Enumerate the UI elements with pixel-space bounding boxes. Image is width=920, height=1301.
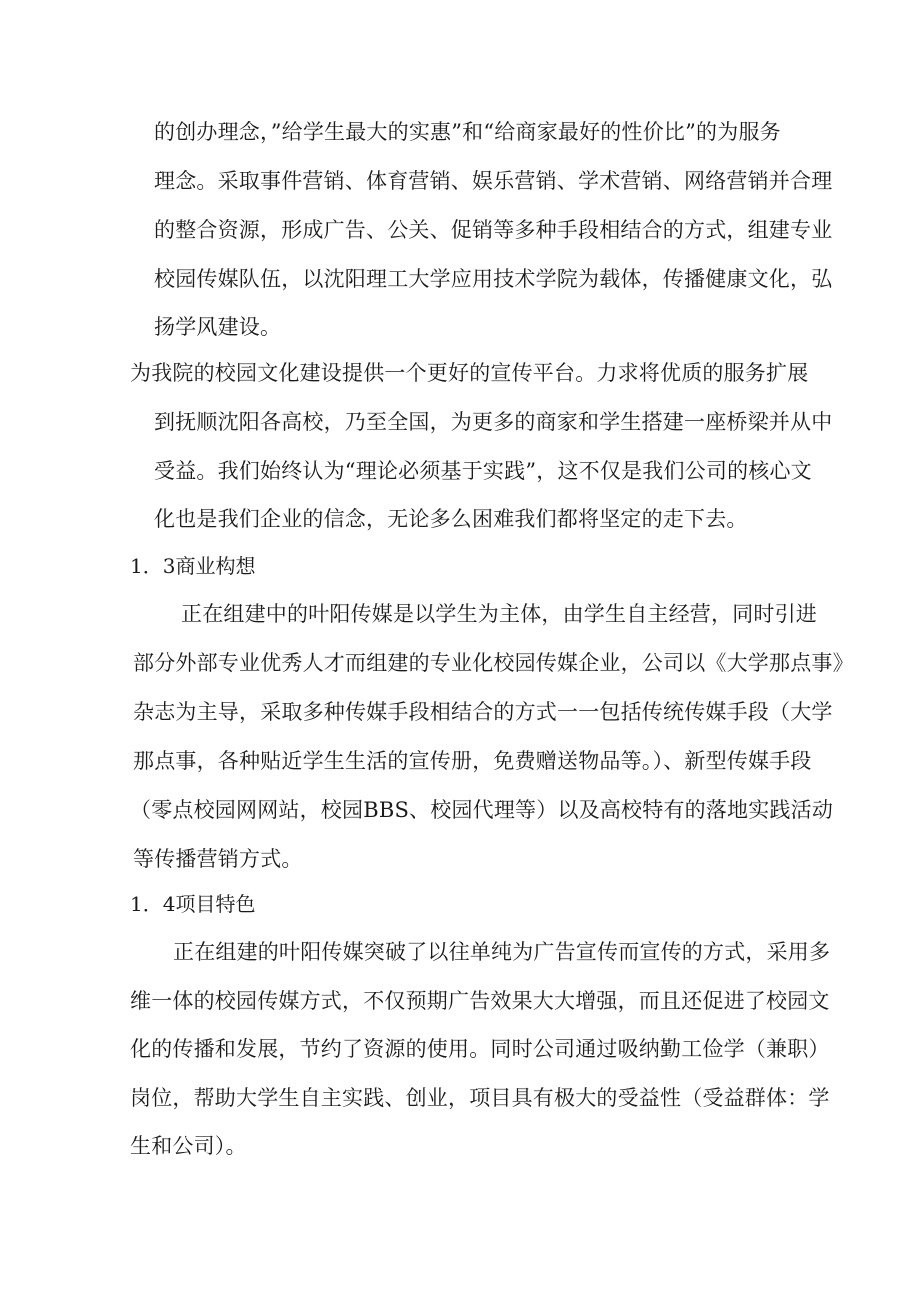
- section-1-3-heading: 1．3商业构想: [130, 554, 256, 578]
- paragraph-1-line-3: 的整合资源，形成广告、公关、促销等多种手段相结合的方式，组建专业: [154, 218, 833, 242]
- section-1-3-line-5: （零点校园网网站，校园BBS、校园代理等）以及高校特有的落地实践活动: [130, 798, 834, 822]
- section-1-3-line-4: 那点事，各种贴近学生生活的宣传册，免费赠送物品等。）、新型传媒手段: [133, 749, 812, 773]
- paragraph-1-line-5: 扬学风建设。: [154, 315, 282, 339]
- section-1-4-line-4: 岗位，帮助大学生自主实践、创业，项目具有极大的受益性（受益群体：学: [130, 1086, 830, 1110]
- paragraph-2-line-4: 化也是我们企业的信念，无论多么困难我们都将坚定的走下去。: [154, 507, 748, 531]
- section-1-3-line-1: 正在组建中的叶阳传媒是以学生为主体，由学生自主经营，同时引进: [181, 602, 817, 626]
- paragraph-1-line-4: 校园传媒队伍，以沈阳理工大学应用技术学院为载体，传播健康文化，弘: [154, 267, 833, 291]
- paragraph-1-line-1: 的创办理念，”给学生最大的实惠”和“给商家最好的性价比”的为服务: [154, 120, 781, 144]
- section-1-4-line-2: 维一体的校园传媒方式，不仅预期广告效果大大增强，而且还促进了校园文: [130, 989, 830, 1013]
- section-1-3-line-3: 杂志为主导，采取多种传媒手段相结合的方式一一包括传统传媒手段（大学: [133, 700, 833, 724]
- paragraph-2-line-3: 受益。我们始终认为“理论必须基于实践”，这不仅是我们公司的核心文: [154, 459, 812, 483]
- section-1-3-line-2: 部分外部专业优秀人才而组建的专业化校园传媒企业，公司以《大学那点事》: [133, 651, 854, 675]
- section-1-3-line-6: 等传播营销方式。: [133, 847, 303, 871]
- section-1-4-line-3: 化的传播和发展，节约了资源的使用。同时公司通过吸纳勤工俭学（兼职）: [130, 1037, 830, 1061]
- paragraph-2-line-1: 为我院的校园文化建设提供一个更好的宣传平台。力求将优质的服务扩展: [130, 361, 809, 385]
- section-1-4-line-1: 正在组建的叶阳传媒突破了以往单纯为广告宣传而宣传的方式，采用多: [173, 940, 831, 964]
- paragraph-2-line-2: 到抚顺沈阳各高校，乃至全国，为更多的商家和学生搭建一座桥梁并从中: [154, 410, 833, 434]
- section-1-4-heading: 1．4项目特色: [130, 892, 256, 916]
- paragraph-1-line-2: 理念。采取事件营销、体育营销、娱乐营销、学术营销、网络营销并合理: [154, 169, 833, 193]
- section-1-4-line-5: 生和公司）。: [130, 1134, 247, 1158]
